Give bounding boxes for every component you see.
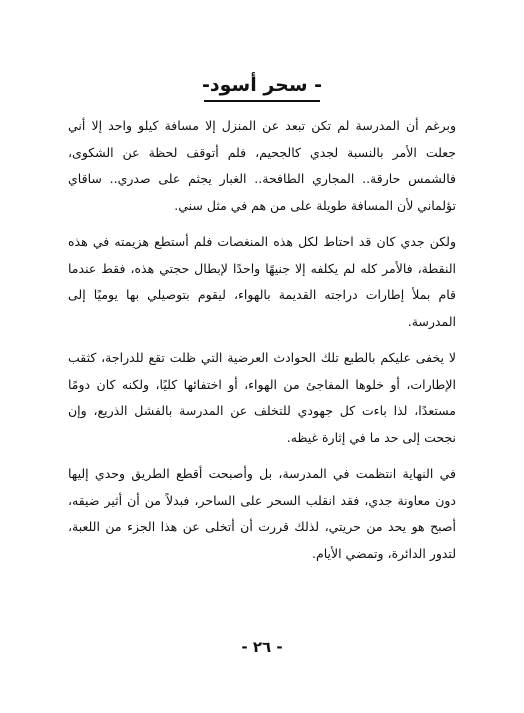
paragraph-4: في النهاية انتظمت في المدرسة، بل وأصبحت أقطع الطريق وحدي إليها دون معاونة جدي، فقد انقلب السحر على الساحر، فبدلاً من أن أثير ضيقه، أصبح هو يحد من حريتي، لذلك قررت أن أتخلى عن هذا الجزء من اللعبة، لتدور الدائرة، وتمضي الأيام. [68, 466, 456, 561]
paragraph-2: ولكن جدي كان قد احتاط لكل هذه المنغصات فلم أستطع هزيمته في هذه النقطة، فالأمر كله لم يكلفه إلا جنيهًا واحدًا لإبطال حجتي هذه، فقط عندما قام بملأ إطارات دراجته القديمة بالهواء، ليقوم بتوصيلي بها يوميًا إلى المدرسة. [68, 234, 456, 329]
title-underline [204, 100, 320, 102]
body-text [68, 113, 456, 577]
page-number: - ٢٦ - [241, 638, 283, 656]
chapter-title: - سحر أسود- [201, 74, 323, 96]
paragraph-3: لا يخفى عليكم بالطبع تلك الحوادث العرضية التي ظلت تقع للدراجة، كثقب الإطارات، أو خلوها المفاجئ من الهواء، أو اختفائها كليًا، ولكنه كان دومًا مستعدًا، لذا باءت كل جهودي للتخلف عن المدرسة بالفشل الذريع، وإن نجحت إلى حد ما في إثارة غيظه. [68, 350, 456, 445]
paragraph-1: وبرغم أن المدرسة لم تكن تبعد عن المنزل إلا مسافة كيلو واحد إلا أني جعلت الأمر بالنسبة لجدي كالجحيم، فلم أتوقف لحظة عن الشكوى، فالشمس حارقة.. المجاري الطافحة.. الغبار يجثم على صدري.. ساقاي تؤلماني لأن المسافة طويلة على من هم في مثل سني. [68, 118, 456, 213]
